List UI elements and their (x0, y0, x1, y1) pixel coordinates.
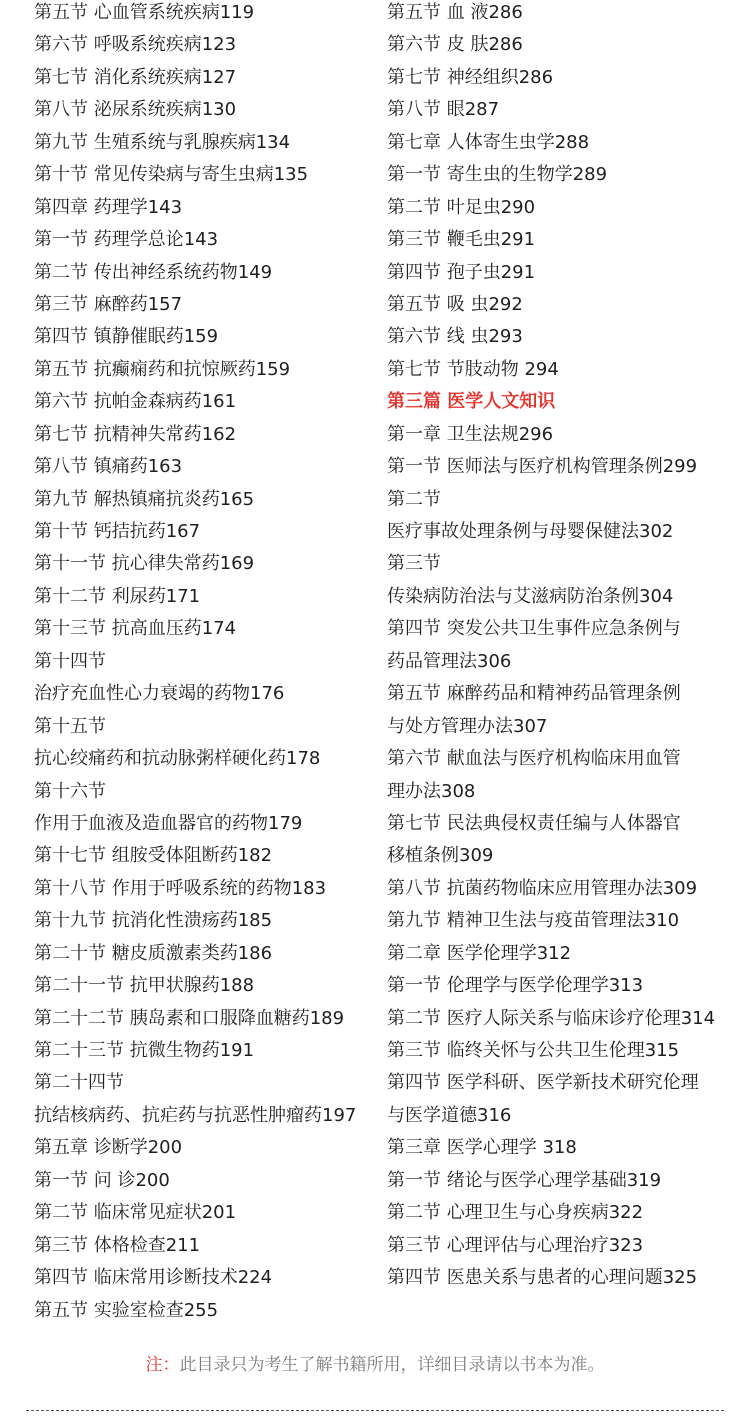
toc-entry: 第二节 心理卫生与心身疾病322 (387, 1202, 644, 1224)
toc-entry: 第一节 药理学总论143 (34, 229, 219, 251)
toc-entry: 第二十二节 胰岛素和口服降血糖药189 (34, 1007, 345, 1029)
toc-entry: 第六节 线 虫293 (387, 326, 523, 348)
toc-entry: 移植条例309 (387, 845, 494, 867)
toc-entry: 第八节 泌尿系统疾病130 (34, 99, 237, 121)
toc-entry: 第二十四节 (34, 1072, 124, 1094)
toc-entry: 第十一节 抗心律失常药169 (34, 553, 255, 575)
toc-entry: 第十二节 利尿药171 (34, 585, 201, 607)
toc-entry: 第一节 医师法与医疗机构管理条例299 (387, 456, 698, 478)
toc-entry: 第八节 抗菌药物临床应用管理办法309 (387, 877, 698, 899)
toc-left-column (34, 0, 384, 1327)
toc-entry: 第二节 临床常见症状201 (34, 1202, 237, 1224)
toc-entry: 第二节 医疗人际关系与临床诊疗伦理314 (387, 1007, 716, 1029)
toc-entry: 第六节 呼吸系统疾病123 (34, 34, 237, 56)
toc-entry: 第六节 献血法与医疗机构临床用血管 (387, 748, 681, 770)
toc-entry: 理办法308 (387, 780, 476, 802)
toc-entry: 第四节 医学科研、医学新技术研究伦理 (387, 1072, 699, 1094)
toc-entry: 第二十一节 抗甲状腺药188 (34, 975, 255, 997)
toc-entry: 第十八节 作用于呼吸系统的药物183 (34, 877, 327, 899)
part-heading: 第三篇 医学人文知识 (387, 391, 556, 413)
toc-entry: 第五节 抗癫痫药和抗惊厥药159 (34, 358, 291, 380)
toc-entry: 第一章 卫生法规296 (387, 423, 554, 445)
toc-entry: 第十四节 (34, 650, 106, 672)
toc-entry: 第二章 医学伦理学312 (387, 942, 572, 964)
toc-entry: 第四节 孢子虫291 (387, 261, 536, 283)
toc-entry: 第九节 解热镇痛抗炎药165 (34, 488, 255, 510)
toc-entry: 第二节 叶足虫290 (387, 196, 536, 218)
toc-entry: 第一节 问 诊200 (34, 1169, 170, 1191)
note-text: 此目录只为考生了解书籍所用，详细目录请以书本为准。 (179, 1355, 605, 1375)
toc-entry: 第三章 医学心理学 318 (387, 1137, 577, 1159)
dashed-divider (26, 1410, 724, 1411)
toc-entry: 第七节 节肢动物 294 (387, 358, 559, 380)
toc-entry: 第十九节 抗消化性溃疡药185 (34, 910, 273, 932)
toc-entry: 第四节 医患关系与患者的心理问题325 (387, 1267, 698, 1289)
toc-entry: 第二十节 糖皮质激素类药186 (34, 942, 273, 964)
toc-entry: 第五节 心血管系统疾病119 (34, 2, 255, 23)
toc-entry: 药品管理法306 (387, 650, 512, 672)
toc-entry: 抗心绞痛药和抗动脉粥样硬化药178 (34, 748, 321, 770)
toc-entry: 第八节 镇痛药163 (34, 456, 183, 478)
toc-entry: 第二节 传出神经系统药物149 (34, 261, 273, 283)
toc-entry: 第七节 消化系统疾病127 (34, 66, 237, 88)
toc-entry: 第十节 钙拮抗药167 (34, 521, 201, 542)
toc-entry: 与处方管理办法307 (387, 715, 548, 737)
toc-entry: 第五章 诊断学200 (34, 1137, 183, 1159)
toc-entry: 第二节 (387, 488, 441, 510)
toc-entry: 与医学道德316 (387, 1104, 512, 1126)
toc-entry: 第四节 镇静催眠药159 (34, 326, 219, 348)
toc-entry: 第三节 临终关怀与公共卫生伦理315 (387, 1040, 680, 1061)
toc-entry: 第五节 麻醉药品和精神药品管理条例 (387, 683, 681, 705)
toc-entry: 第五节 实验室检查255 (34, 1299, 219, 1321)
toc-entry: 第一节 寄生虫的生物学289 (387, 164, 608, 186)
toc-entry: 第十节 常见传染病与寄生虫病135 (34, 164, 309, 186)
toc-entry: 第六节 抗帕金森病药161 (34, 391, 237, 413)
toc-entry: 第七章 人体寄生虫学288 (387, 131, 590, 153)
toc-entry: 第三节 (387, 553, 441, 575)
toc-entry: 第三节 麻醉药157 (34, 293, 183, 315)
toc-entry: 第三节 心理评估与心理治疗323 (387, 1234, 644, 1256)
toc-entry: 第十七节 组胺受体阻断药182 (34, 845, 273, 867)
toc-entry: 第九节 精神卫生法与疫苗管理法310 (387, 910, 680, 932)
toc-entry: 第一节 绪论与医学心理学基础319 (387, 1169, 662, 1191)
note-mark: 注： (145, 1355, 180, 1375)
toc-entry: 作用于血液及造血器官的药物179 (34, 812, 303, 834)
toc-entry: 传染病防治法与艾滋病防治条例304 (387, 585, 674, 607)
toc-entry: 第五节 血 液286 (387, 2, 523, 23)
toc-entry: 第三节 体格检查211 (34, 1234, 201, 1256)
toc-entry: 第十三节 抗高血压药174 (34, 618, 237, 640)
toc-entry: 第十六节 (34, 780, 106, 802)
toc-right-column (387, 0, 747, 1295)
toc-entry: 第三节 鞭毛虫291 (387, 229, 536, 251)
toc-entry: 第四章 药理学143 (34, 196, 183, 218)
toc-entry: 第七节 民法典侵权责任编与人体器官 (387, 812, 681, 834)
toc-entry: 第七节 抗精神失常药162 (34, 423, 237, 445)
toc-entry: 第四节 临床常用诊断技术224 (34, 1267, 273, 1289)
toc-entry: 第四节 突发公共卫生事件应急条例与 (387, 618, 681, 640)
toc-entry: 第八节 眼287 (387, 99, 500, 121)
toc-entry: 第七节 神经组织286 (387, 66, 554, 88)
toc-entry: 第六节 皮 肤286 (387, 34, 523, 56)
toc-entry: 第十五节 (34, 715, 106, 737)
toc-entry: 第九节 生殖系统与乳腺疾病134 (34, 131, 291, 153)
toc-entry: 治疗充血性心力衰竭的药物176 (34, 683, 285, 705)
toc-entry: 抗结核病药、抗疟药与抗恶性肿瘤药197 (34, 1104, 357, 1126)
toc-entry: 医疗事故处理条例与母婴保健法302 (387, 521, 674, 542)
toc-entry: 第一节 伦理学与医学伦理学313 (387, 975, 644, 997)
disclaimer-note (0, 1351, 750, 1379)
toc-entry: 第五节 吸 虫292 (387, 293, 523, 315)
toc-entry: 第二十三节 抗微生物药191 (34, 1040, 255, 1061)
